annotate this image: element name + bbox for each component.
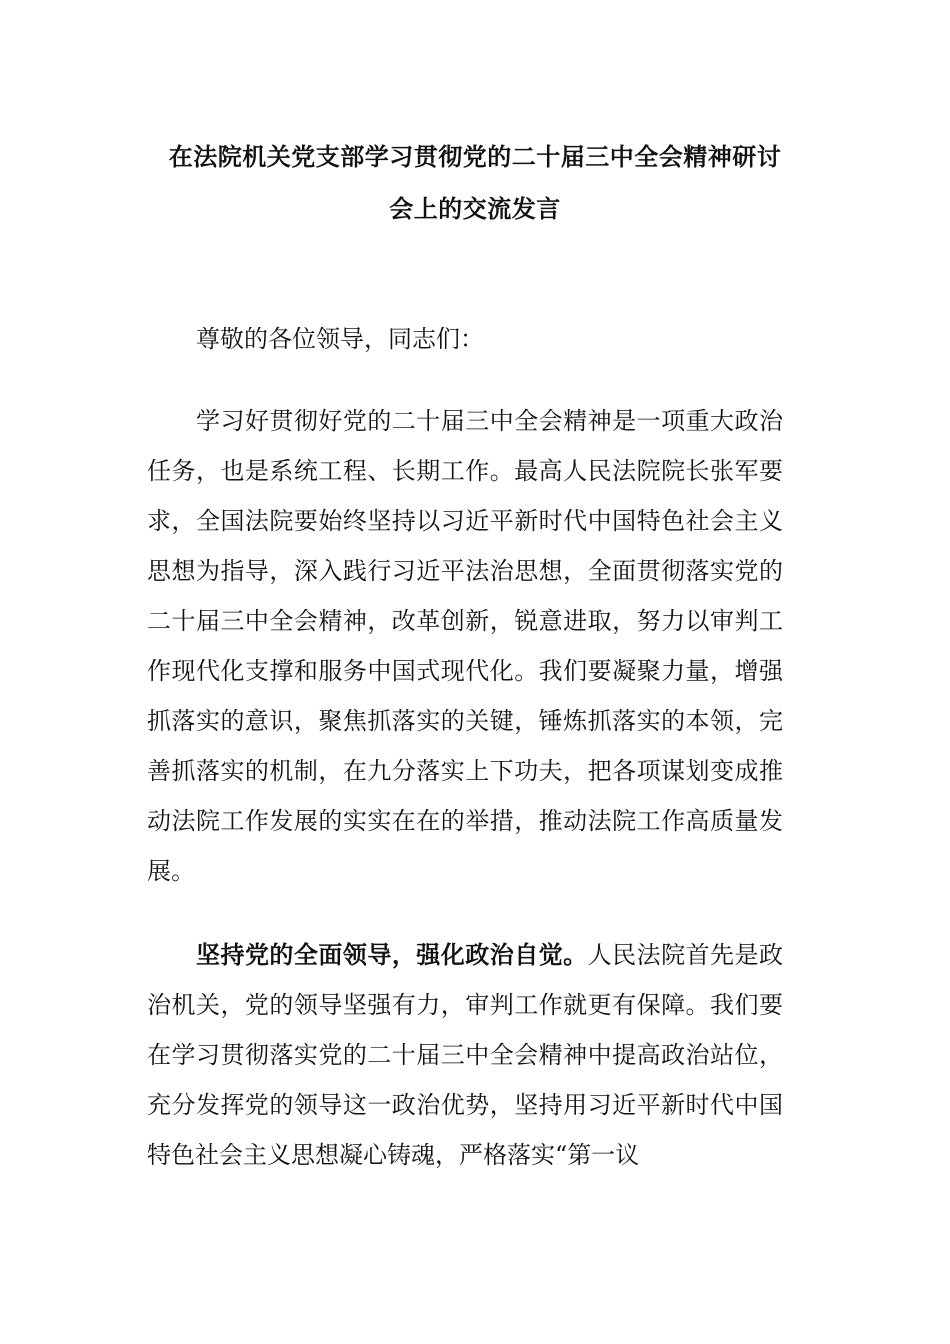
title-line-2: 会上的交流发言 [389, 195, 561, 223]
paragraph-1: 学习好贯彻好党的二十届三中全会精神是一项重大政治任务，也是系统工程、长期工作。最高人民法院院长张军要求，全国法院要始终坚持以习近平新时代中国特色社会主义思想为指导，深入践行习近平法治思想，全面贯彻落实党的二十届三中全会精神，改革创新，锐意进取，努力以审判工作现代化支撑和服务中国式现代化。我们要凝聚力量，增强抓落实的意识，聚焦抓落实的关键，锤炼抓落实的本领，完善抓落实的机制，在九分落实上下功夫，把各项谋划变成推动法院工作发展的实实在在的举措，推动法院工作高质量发展。 [147, 407, 783, 885]
title-line-1: 在法院机关党支部学习贯彻党的二十届三中全会精神研讨 [168, 143, 782, 171]
paragraph-2 [147, 930, 783, 1180]
paragraph-2-text: 人民法院首先是政治机关，党的领导坚强有力，审判工作就更有保障。我们要在学习贯彻落实党的二十届三中全会精神中提高政治站位，充分发挥党的领导这一政治优势，坚持用习近平新时代中国特色社会主义思想凝心铸魂，严格落实“第一议 [147, 941, 784, 1169]
salutation: 尊敬的各位领导，同志们： [196, 325, 484, 353]
document-title [145, 131, 805, 235]
paragraph-2-lead: 坚持党的全面领导，强化政治自觉。 [196, 941, 588, 969]
